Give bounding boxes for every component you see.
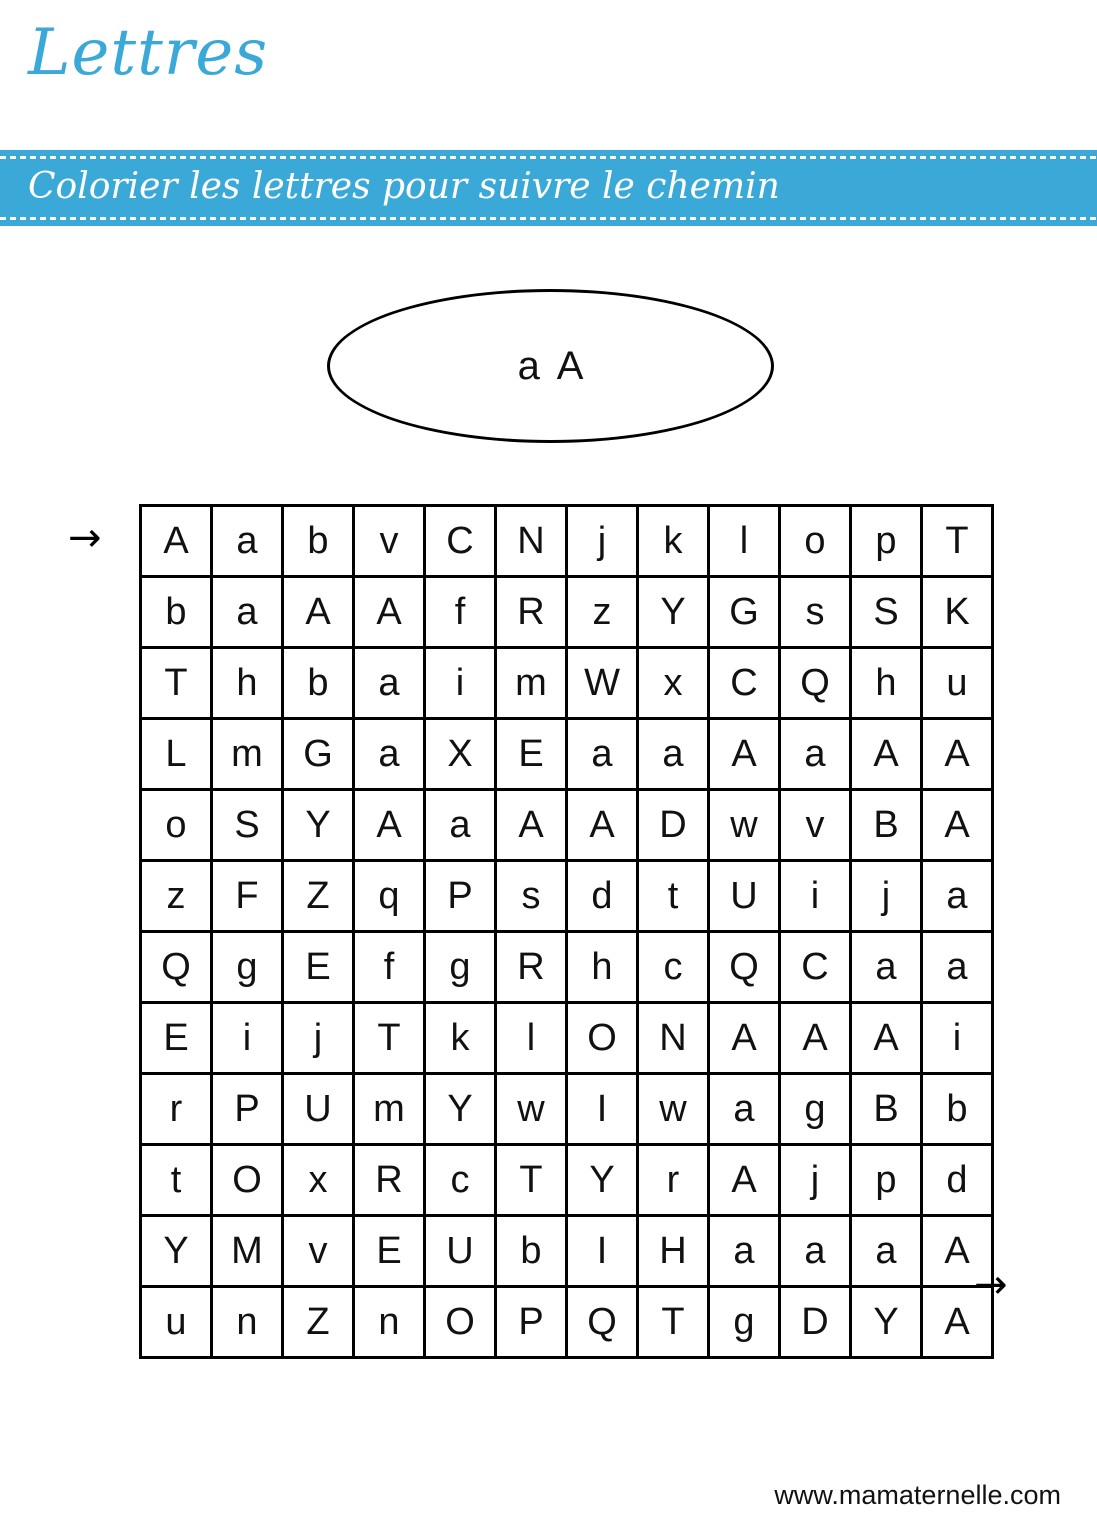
grid-cell[interactable]: o <box>780 506 851 577</box>
grid-cell[interactable]: E <box>141 1003 212 1074</box>
grid-cell[interactable]: x <box>638 648 709 719</box>
grid-cell[interactable]: f <box>425 577 496 648</box>
grid-cell[interactable]: j <box>851 861 922 932</box>
grid-cell[interactable]: P <box>212 1074 283 1145</box>
grid-cell[interactable]: O <box>212 1145 283 1216</box>
grid-cell[interactable]: Q <box>567 1287 638 1358</box>
grid-cell[interactable]: W <box>567 648 638 719</box>
grid-cell[interactable]: w <box>709 790 780 861</box>
grid-cell[interactable]: v <box>354 506 425 577</box>
grid-cell[interactable]: A <box>922 1216 993 1287</box>
grid-cell[interactable]: S <box>212 790 283 861</box>
grid-cell[interactable]: i <box>780 861 851 932</box>
grid-cell[interactable]: f <box>354 932 425 1003</box>
grid-cell[interactable]: R <box>496 577 567 648</box>
grid-cell[interactable]: u <box>922 648 993 719</box>
grid-cell[interactable]: H <box>638 1216 709 1287</box>
grid-cell[interactable]: N <box>638 1003 709 1074</box>
grid-cell[interactable]: Y <box>851 1287 922 1358</box>
grid-cell[interactable]: U <box>425 1216 496 1287</box>
grid-cell[interactable]: a <box>780 1216 851 1287</box>
grid-cell[interactable]: N <box>496 506 567 577</box>
grid-cell[interactable]: X <box>425 719 496 790</box>
grid-cell[interactable]: b <box>922 1074 993 1145</box>
grid-cell[interactable]: A <box>567 790 638 861</box>
grid-row <box>141 506 993 577</box>
grid-cell[interactable]: A <box>851 1003 922 1074</box>
grid-cell[interactable]: g <box>709 1287 780 1358</box>
end-arrow-icon: → <box>974 1262 1008 1308</box>
grid-cell[interactable]: j <box>780 1145 851 1216</box>
grid-cell[interactable]: T <box>141 648 212 719</box>
grid-cell[interactable]: D <box>638 790 709 861</box>
grid-cell[interactable]: j <box>567 506 638 577</box>
grid-cell[interactable]: a <box>354 719 425 790</box>
grid-cell[interactable]: t <box>141 1145 212 1216</box>
grid-cell[interactable]: u <box>141 1287 212 1358</box>
grid-cell[interactable]: E <box>496 719 567 790</box>
grid-cell[interactable]: s <box>496 861 567 932</box>
grid-cell[interactable]: b <box>496 1216 567 1287</box>
grid-cell[interactable]: A <box>851 719 922 790</box>
grid-cell[interactable]: g <box>780 1074 851 1145</box>
grid-cell[interactable]: I <box>567 1074 638 1145</box>
grid-cell[interactable]: D <box>780 1287 851 1358</box>
grid-cell[interactable]: r <box>638 1145 709 1216</box>
grid-cell[interactable]: q <box>354 861 425 932</box>
grid-cell[interactable]: O <box>425 1287 496 1358</box>
grid-cell[interactable]: m <box>496 648 567 719</box>
grid-cell[interactable]: j <box>283 1003 354 1074</box>
grid-cell[interactable]: P <box>425 861 496 932</box>
grid-cell[interactable]: b <box>283 648 354 719</box>
grid-cell[interactable]: Y <box>141 1216 212 1287</box>
grid-cell[interactable]: C <box>709 648 780 719</box>
grid-cell[interactable]: d <box>922 1145 993 1216</box>
grid-cell[interactable]: i <box>212 1003 283 1074</box>
grid-row <box>141 861 993 932</box>
grid-row <box>141 790 993 861</box>
grid-cell[interactable]: a <box>851 1216 922 1287</box>
grid-cell[interactable]: T <box>638 1287 709 1358</box>
target-letters-ellipse <box>327 289 774 443</box>
grid-cell[interactable]: a <box>638 719 709 790</box>
grid-cell[interactable]: A <box>922 790 993 861</box>
grid-cell[interactable]: v <box>283 1216 354 1287</box>
grid-cell[interactable]: A <box>141 506 212 577</box>
grid-cell[interactable]: w <box>496 1074 567 1145</box>
grid-cell[interactable]: A <box>709 1145 780 1216</box>
grid-cell[interactable]: E <box>354 1216 425 1287</box>
grid-row <box>141 1287 993 1358</box>
instruction-banner <box>0 150 1097 226</box>
grid-cell[interactable]: A <box>283 577 354 648</box>
grid-cell[interactable]: s <box>780 577 851 648</box>
grid-cell[interactable]: K <box>922 577 993 648</box>
grid-cell[interactable]: k <box>638 506 709 577</box>
grid-cell[interactable]: a <box>780 719 851 790</box>
grid-cell[interactable]: B <box>851 1074 922 1145</box>
grid-row <box>141 1003 993 1074</box>
grid-cell[interactable]: a <box>922 932 993 1003</box>
grid-cell[interactable]: O <box>567 1003 638 1074</box>
start-arrow-icon: → <box>68 515 102 561</box>
instruction-text: Colorier les lettres pour suivre le chemin <box>28 166 780 207</box>
grid-cell[interactable]: c <box>638 932 709 1003</box>
target-letters: a A <box>517 343 584 388</box>
grid-cell[interactable]: C <box>425 506 496 577</box>
grid-cell[interactable]: t <box>638 861 709 932</box>
grid-cell[interactable]: l <box>709 506 780 577</box>
grid-cell[interactable]: T <box>354 1003 425 1074</box>
grid-cell[interactable]: o <box>141 790 212 861</box>
grid-cell[interactable]: p <box>851 506 922 577</box>
grid-cell[interactable]: c <box>425 1145 496 1216</box>
grid-cell[interactable]: B <box>851 790 922 861</box>
grid-cell[interactable]: l <box>496 1003 567 1074</box>
grid-cell[interactable]: a <box>709 1074 780 1145</box>
grid-cell[interactable]: A <box>496 790 567 861</box>
grid-row <box>141 648 993 719</box>
grid-cell[interactable]: w <box>638 1074 709 1145</box>
grid-cell[interactable]: d <box>567 861 638 932</box>
grid-cell[interactable]: Y <box>425 1074 496 1145</box>
grid-cell[interactable]: v <box>780 790 851 861</box>
grid-cell[interactable]: a <box>212 506 283 577</box>
grid-cell[interactable]: L <box>141 719 212 790</box>
grid-row <box>141 577 993 648</box>
grid-cell[interactable]: h <box>567 932 638 1003</box>
grid-cell[interactable]: U <box>283 1074 354 1145</box>
grid-cell[interactable]: M <box>212 1216 283 1287</box>
grid-cell[interactable]: a <box>212 577 283 648</box>
grid-cell[interactable]: Y <box>638 577 709 648</box>
grid-cell[interactable]: A <box>354 790 425 861</box>
grid-cell[interactable]: p <box>851 1145 922 1216</box>
grid-cell[interactable]: Z <box>283 1287 354 1358</box>
grid-cell[interactable]: A <box>922 1287 993 1358</box>
grid-row <box>141 1216 993 1287</box>
grid-cell[interactable]: F <box>212 861 283 932</box>
grid-cell[interactable]: g <box>212 932 283 1003</box>
grid-cell[interactable]: a <box>567 719 638 790</box>
grid-cell[interactable]: Q <box>709 932 780 1003</box>
grid-cell[interactable]: U <box>709 861 780 932</box>
grid-cell[interactable]: R <box>354 1145 425 1216</box>
grid-cell[interactable]: C <box>780 932 851 1003</box>
grid-cell[interactable]: Z <box>283 861 354 932</box>
grid-cell[interactable]: n <box>354 1287 425 1358</box>
grid-cell[interactable]: Q <box>141 932 212 1003</box>
grid-cell[interactable]: A <box>709 719 780 790</box>
grid-row <box>141 1145 993 1216</box>
grid-row <box>141 1074 993 1145</box>
grid-row <box>141 719 993 790</box>
grid-cell[interactable]: S <box>851 577 922 648</box>
letter-maze-grid <box>139 504 994 1359</box>
grid-cell[interactable]: E <box>283 932 354 1003</box>
grid-cell[interactable]: R <box>496 932 567 1003</box>
grid-cell[interactable]: Y <box>567 1145 638 1216</box>
page-title: Lettres <box>28 16 269 90</box>
grid-cell[interactable]: a <box>851 932 922 1003</box>
grid-cell[interactable]: G <box>709 577 780 648</box>
grid-cell[interactable]: A <box>354 577 425 648</box>
grid-cell[interactable]: g <box>425 932 496 1003</box>
grid-cell[interactable]: Y <box>283 790 354 861</box>
grid-cell[interactable]: a <box>425 790 496 861</box>
grid-row <box>141 932 993 1003</box>
grid-cell[interactable]: n <box>212 1287 283 1358</box>
grid-cell[interactable]: a <box>354 648 425 719</box>
grid-cell[interactable]: x <box>283 1145 354 1216</box>
grid-cell[interactable]: i <box>425 648 496 719</box>
grid-cell[interactable]: m <box>212 719 283 790</box>
grid-cell[interactable]: h <box>851 648 922 719</box>
grid-cell[interactable]: G <box>283 719 354 790</box>
grid-cell[interactable]: T <box>922 506 993 577</box>
grid-cell[interactable]: z <box>141 861 212 932</box>
grid-cell[interactable]: z <box>567 577 638 648</box>
grid-cell[interactable]: A <box>709 1003 780 1074</box>
grid-cell[interactable]: m <box>354 1074 425 1145</box>
grid-cell[interactable]: b <box>283 506 354 577</box>
grid-cell[interactable]: k <box>425 1003 496 1074</box>
grid-cell[interactable]: Q <box>780 648 851 719</box>
grid-cell[interactable]: b <box>141 577 212 648</box>
grid-cell[interactable]: a <box>709 1216 780 1287</box>
grid-cell[interactable]: r <box>141 1074 212 1145</box>
grid-cell[interactable]: I <box>567 1216 638 1287</box>
grid-cell[interactable]: a <box>922 861 993 932</box>
grid-cell[interactable]: h <box>212 648 283 719</box>
grid-cell[interactable]: A <box>922 719 993 790</box>
grid-cell[interactable]: T <box>496 1145 567 1216</box>
grid-cell[interactable]: P <box>496 1287 567 1358</box>
grid-cell[interactable]: i <box>922 1003 993 1074</box>
site-url: www.mamaternelle.com <box>774 1480 1061 1510</box>
grid-cell[interactable]: A <box>780 1003 851 1074</box>
